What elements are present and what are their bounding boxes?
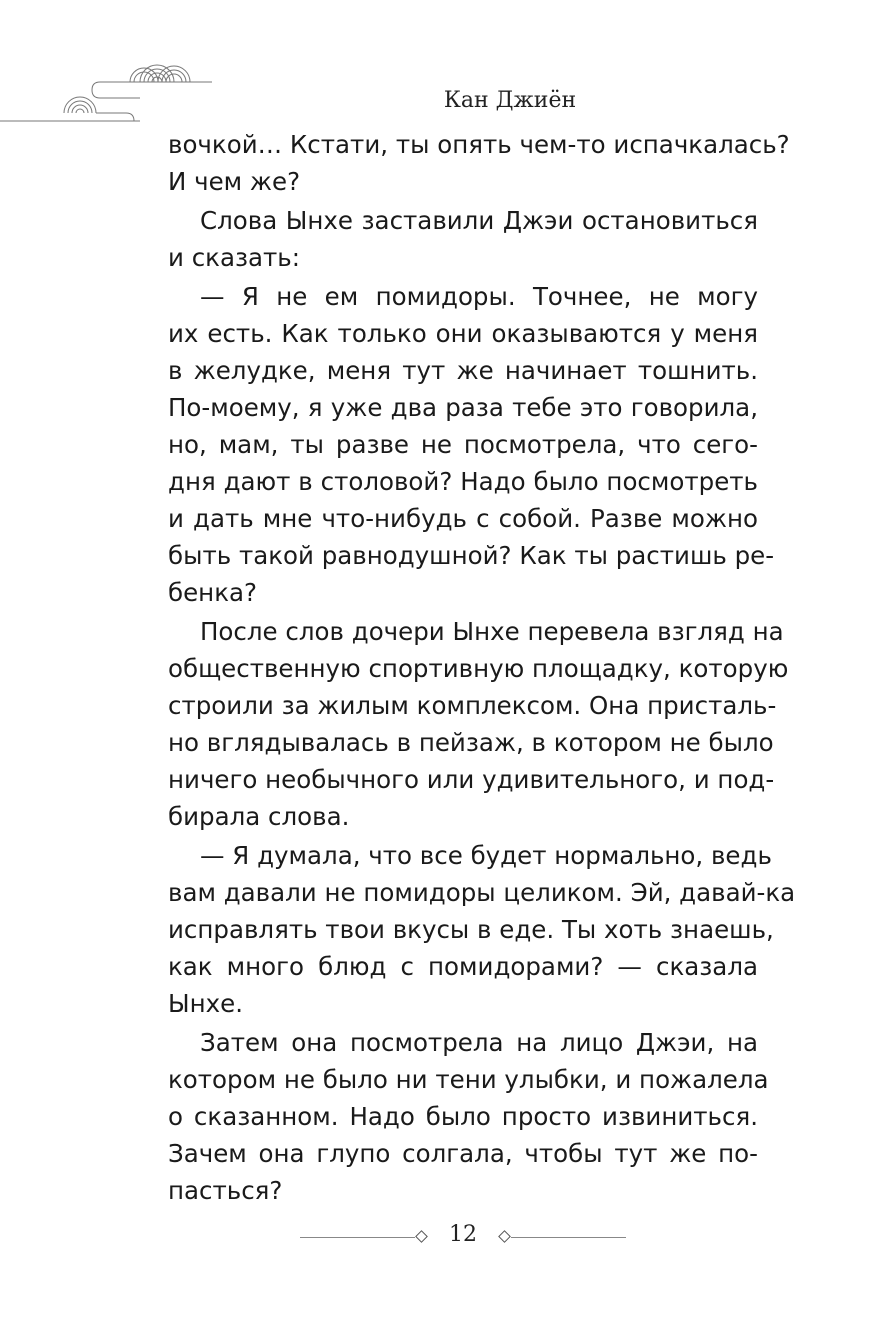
- text-line: и дать мне что-нибудь с собой. Разве можно: [168, 504, 758, 533]
- text-line: бирала слова.: [168, 802, 350, 831]
- text-line: котором не было ни тени улыбки, и пожалела: [168, 1065, 769, 1094]
- paragraph: [168, 837, 796, 1022]
- text-line: строили за жилым комплексом. Она присталь-: [168, 691, 777, 720]
- text-line: общественную спортивную площадку, которую: [168, 654, 789, 683]
- cloud-ornament-icon: [0, 55, 230, 130]
- page-footer: [300, 1222, 626, 1252]
- text-line: ничего необычного или удивительного, и под-: [168, 765, 775, 794]
- text-line: как много блюд с помидорами? — сказала: [168, 952, 758, 981]
- text-line: Затем она посмотрела на лицо Джэи, на: [200, 1028, 758, 1057]
- page-number: 12: [449, 1222, 477, 1247]
- text-line: о сказанном. Надо было просто извиниться.: [168, 1102, 758, 1131]
- text-line: Зачем она глупо солгала, чтобы тут же по-: [168, 1139, 758, 1168]
- text-line: быть такой равнодушной? Как ты растишь ре-: [168, 541, 775, 570]
- text-line: исправлять твои вкусы в еде. Ты хоть знаешь,: [168, 915, 774, 944]
- text-line: После слов дочери Ынхе перевела взгляд на: [200, 617, 784, 646]
- paragraph: [168, 613, 789, 835]
- text-line: Ынхе.: [168, 989, 243, 1018]
- paragraph: [168, 126, 790, 200]
- text-line: По-моему, я уже два раза тебе это говорила,: [168, 393, 758, 422]
- text-line: вам давали не помидоры целиком. Эй, давай-ка: [168, 878, 796, 907]
- text-line: — Я думала, что все будет нормально, ведь: [200, 841, 772, 870]
- text-line: бенка?: [168, 578, 258, 607]
- text-line: но вглядывалась в пейзаж, в котором не было: [168, 728, 774, 757]
- paragraph: [168, 202, 758, 276]
- text-line: — Я не ем помидоры. Точнее, не могу: [200, 282, 758, 311]
- footer-rule-right: [511, 1237, 626, 1238]
- text-line: но, мам, ты разве не посмотрела, что сего-: [168, 430, 758, 459]
- paragraph: [168, 1024, 769, 1209]
- running-head: Кан Джиён: [443, 88, 577, 113]
- text-line: и сказать:: [168, 243, 300, 272]
- text-line: И чем же?: [168, 167, 301, 196]
- body-text: [168, 126, 796, 1211]
- text-line: их есть. Как только они оказываются у меня: [168, 319, 758, 348]
- text-line: дня дают в столовой? Надо было посмотреть: [168, 467, 758, 496]
- text-line: в желудке, меня тут же начинает тошнить.: [168, 356, 758, 385]
- paragraph: [168, 278, 775, 611]
- text-line: вочкой… Кстати, ты опять чем-то испачкалась?: [168, 130, 790, 159]
- text-line: Слова Ынхе заставили Джэи остановиться: [200, 206, 758, 235]
- text-line: пасться?: [168, 1176, 283, 1205]
